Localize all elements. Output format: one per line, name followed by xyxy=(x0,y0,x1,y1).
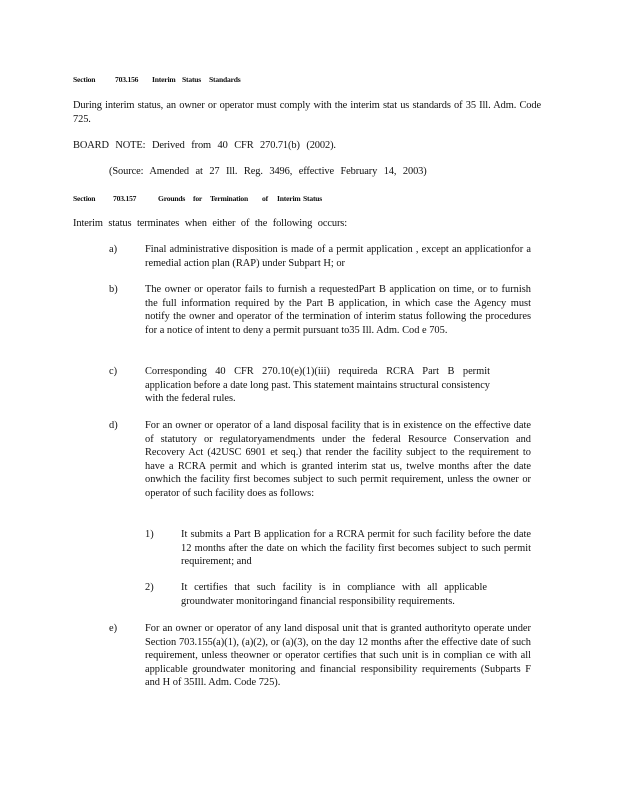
item-text: For an owner or operator of a land disposal facility that is in existence on the effective date of statutory or regulatoryamendments under the federal Resource Conservation and Recovery Act (42USC 6901 et seq.) that render the facility subject to the requirement to have a RCRA permit and which is granted interim stat us, twelve months after the date onwhich the facility first becomes subject to such permit requirement, unless the owner or operator of such facility does as follows: xyxy=(145,420,531,499)
section-word: Section xyxy=(73,194,96,203)
board-note: BOARD NOTE: Derived from 40 CFR 270.71(b) (2002). xyxy=(73,140,336,151)
item-label: b) xyxy=(109,284,118,295)
item-text: The owner or operator fails to furnish a requestedPart B application on time, or to furnish the full information required by the Part B application, in which case the Agency must notify the owner and operator of the termination of interim status following the procedures for a notice of intent to deny a permit pursuant to35 Ill. Adm. Cod e 705. xyxy=(145,284,531,336)
section-word: Section xyxy=(73,75,96,84)
section-body: During interim status, an owner or operator must comply with the interim stat us standards of 35 Ill. Adm. Code 725. xyxy=(73,100,541,125)
item-label: a) xyxy=(109,244,118,255)
heading-word: Interim xyxy=(277,194,301,203)
section-number: 703.156 xyxy=(115,75,139,84)
subitem-text: It submits a Part B application for a RCRA permit for such facility before the date 12 months after the date on which the facility first becomes subject to such permit requirement; and xyxy=(181,529,531,568)
section-number: 703.157 xyxy=(113,194,137,203)
subitem-label: 2) xyxy=(145,582,154,593)
section-heading-703-157 xyxy=(73,194,322,203)
source-note: (Source: Amended at 27 Ill. Reg. 3496, effective February 14, 2003) xyxy=(109,166,427,177)
heading-word: Grounds xyxy=(158,194,186,203)
section-intro: Interim status terminates when either of the following occurs: xyxy=(73,218,348,229)
item-label: c) xyxy=(109,366,118,377)
subitem-label: 1) xyxy=(145,529,154,540)
section-heading-703-156 xyxy=(73,75,241,84)
item-text: Final administrative disposition is made of a permit application , except an applicationfor a remedial action plan (RAP) under Subpart H; or xyxy=(145,244,531,269)
heading-word: for xyxy=(193,194,203,203)
item-label: e) xyxy=(109,623,118,634)
heading-word: of xyxy=(262,194,268,203)
item-label: d) xyxy=(109,420,118,431)
heading-word: Status xyxy=(303,194,323,203)
item-text: Corresponding 40 CFR 270.10(e)(1)(iii) requireda RCRA Part B permit application before a date long past. This statement maintains structural consistency with the federal rules. xyxy=(145,366,490,405)
item-text: For an owner or operator of any land disposal unit that is granted authorityto operate under Section 703.155(a)(1), (a)(2), or (a)(3), on the day 12 months after the effective date of such requirement, unless theowner or operator certifies that such unit is in complian ce with all applicable groundwater monitoring and financial responsibility requirements (Subparts F and H of 35Ill. Adm. Code 725). xyxy=(145,623,531,689)
heading-word: Termination xyxy=(210,194,249,203)
heading-word: Status xyxy=(182,75,202,84)
subitem-text: It certifies that such facility is in compliance with all applicable groundwater monitoringand financial responsibility requirements. xyxy=(181,582,487,607)
heading-word: Standards xyxy=(209,75,241,84)
heading-word: Interim xyxy=(152,75,176,84)
